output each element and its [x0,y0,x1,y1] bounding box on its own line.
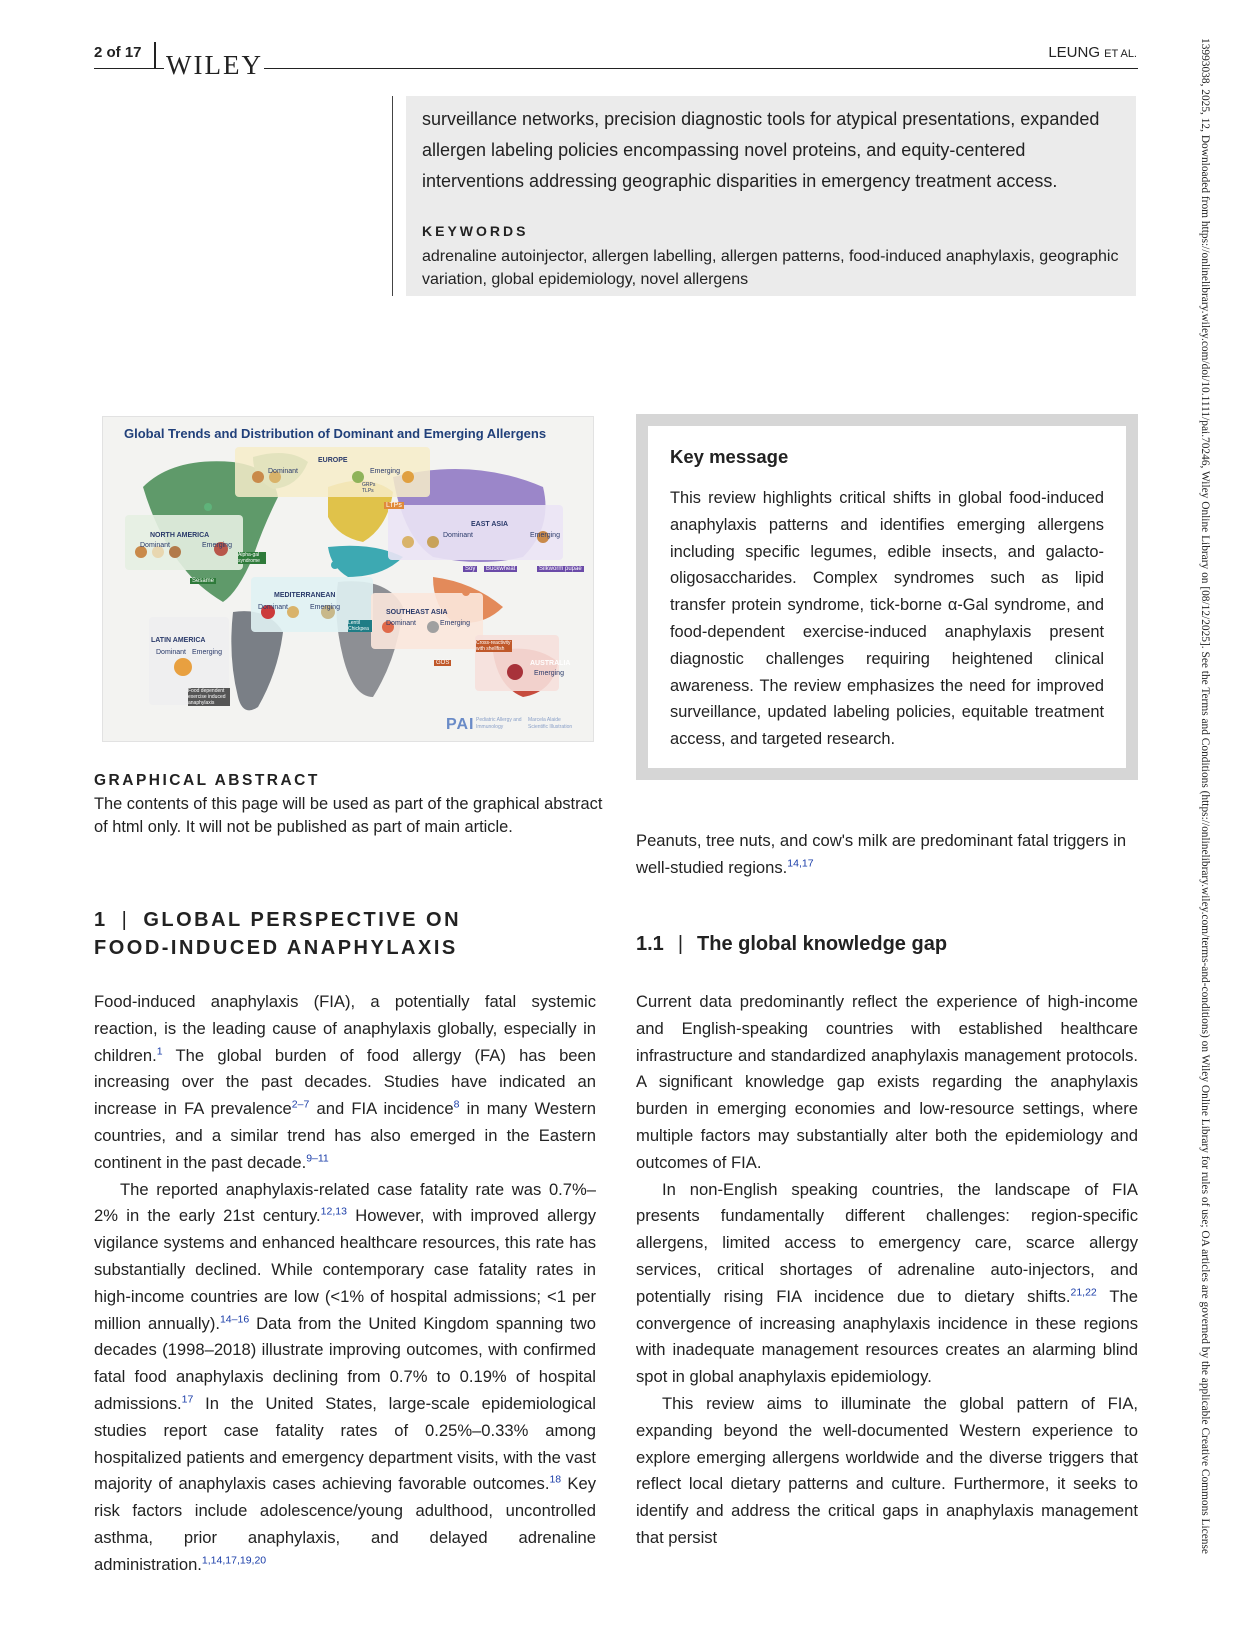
journal-logo: PAI [446,716,475,733]
running-authors: LEUNG ET AL. [1048,44,1137,61]
section-title-line2: FOOD-INDUCED ANAPHYLAXIS [94,937,458,959]
key-message-text: This review highlights critical shifts in global food-induced anaphylaxis patterns and identifies emerging allergens including specific legumes, edible insects, and galacto-oligosaccharides. Complex syndromes such as lipid transfer protein syndrome, tick-borne α-Gal syndrome, and food-dependent exercise-induced anaphylaxis present diagnostic challenges requiring heightened clinical awareness. The review emphasizes the need for improved surveillance, updated labeling policies, equitable treatment access, and targeted research. [670,489,1104,749]
food-icon [402,471,414,483]
food-icon [427,621,439,633]
left-column-text [94,989,596,1579]
map-pin-icon [331,561,339,569]
paragraph: Peanuts, tree nuts, and cow's milk are predominant fatal triggers in well-studied regions.$^{14,17}$ [636,831,1127,877]
med-dominant-label: Dominant [258,604,288,611]
header-rule-left [94,68,166,69]
la-emerging-label: Emerging [192,649,222,656]
ea-dominant-label: Dominant [443,532,473,539]
paragraph: In non-English speaking countries, the landscape of FIA presents fundamentally different challenges: region-specific allergens, limited access to emergency care, scarce allergy services, critical shortages of adrenaline auto-injectors, and potentially rising FIA incidence due to dietary shifts.$^{21,22}$ The convergence of increasing anaphylaxis incidence in these regions with inadequate management resources creates an alarming blind spot in global anaphylaxis epidemiology. [636,1179,1138,1387]
food-icon [427,536,439,548]
na-emerging-label: Emerging [202,542,232,549]
ltps-label: LTPs [386,502,402,509]
citation-link[interactable]: 1,14,17,19,20 [201,1554,267,1567]
food-icon [252,471,264,483]
grps-label: GRPs TLPs [362,482,376,494]
section-title-line1: GLOBAL PERSPECTIVE ON [143,909,462,931]
ea-emerging-label: Emerging [530,532,560,539]
food-icon [287,606,299,618]
download-side-note: 13993038, 2025, 12, Downloaded from https://onlinelibrary.wiley.com/doi/10.1111/pai.70246, Wiley Online Library on [08/12/2025]. See the Terms and Conditions (https://onlinelibrary.wiley.com/terms-and-conditions) on Wiley Online Library for rules of use; OA articles are governed by the applicable Creative Commons License [1199,38,1211,1554]
citation-link[interactable]: 1 [156,1045,163,1058]
region-label-australia: AUSTRALIA [530,660,571,667]
page-number: 2 of 17 [94,44,142,61]
gos-label: GOS [436,660,450,666]
abstract-text: surveillance networks, precision diagnostic tools for atypical presentations, expanded allergen labeling policies encompassing novel proteins, and equity-centered interventions addressing geographic disparities in emergency treatment access. [422,109,1100,191]
header-divider [154,42,156,68]
la-dominant-label: Dominant [156,649,186,656]
citation-link[interactable]: 17 [181,1393,194,1406]
figure-title: Global Trends and Distribution of Dominant and Emerging Allergens [124,426,547,441]
graphical-abstract-heading: GRAPHICAL ABSTRACT [94,772,320,789]
fdeia-label: Food dependent exercise induced anaphylaxis [188,688,230,706]
soy-label: Soy [465,566,476,572]
section-1-1-heading: 1.1 | The global knowledge gap [636,933,948,955]
map-pin-icon [204,503,212,511]
subsection-number: 1.1 [636,933,664,955]
silkworm-label: Silkworm pupae [539,566,582,572]
citation-link[interactable]: 2–7 [291,1098,310,1111]
citation-link[interactable]: 14–16 [219,1313,250,1326]
keywords-list: adrenaline autoinjector, allergen labelling, allergen patterns, food-induced anaphylaxis, geographic variation, global epidemiology, novel allergens [422,248,1119,288]
sesame-label: Sesame [192,578,215,584]
sea-emerging-label: Emerging [440,620,470,627]
citation-link[interactable]: 12,13 [320,1205,347,1218]
europe-panel [235,447,430,497]
right-column-intro [636,828,1138,882]
paragraph: Food-induced anaphylaxis (FIA), a potentially fatal systemic reaction, is the leading cause of anaphylaxis globally, especially in children.$^1$ The global burden of food allergy (FA) has been increasing over the past decades. Studies have indicated an increase in FA prevalence$^{2-7}$ and FIA incidence$^8$ in many Western countries, and a similar trend has also emerged in the Eastern continent in the past decade.$^{9-11}$ [94,992,596,1172]
world-map-illustration [103,417,593,741]
header-rule [264,68,1138,69]
lentil-label: Lentil Chickpea [348,620,372,632]
citation-link[interactable]: 21,22 [1070,1286,1097,1299]
citation-link[interactable]: 14,17 [787,857,814,870]
abstract-left-rule [392,96,393,296]
food-icon [169,546,181,558]
europe-emerging-label: Emerging [370,468,400,475]
graphical-abstract-note: The contents of this page will be used as part of the graphical abstract of html only. It will not be published as part of main article. [94,795,603,836]
paragraph: This review aims to illuminate the global pattern of FIA, expanding beyond the well-documented Western experience to explore emerging allergens worldwide and the diverse triggers that reflect local dietary patterns and culture. Furthermore, it seeks to identify and address the critical gaps in anaphylaxis management that persist [636,1393,1138,1547]
region-label-east-asia: EAST ASIA [471,521,509,528]
paragraph: The reported anaphylaxis-related case fatality rate was 0.7%–2% in the early 21st century.$^{12,13}$ However, with improved allergy vigilance systems and enhanced healthcare resources, this rate has substantially declined. While contemporary case fatality rates in high-income countries are low (<1% of hospital admissions; <1 per million annually).$^{14-16}$ Data from the United Kingdom spanning two decades (1998–2018) illustrate improving outcomes, with confirmed fatal food anaphylaxis declining from 0.7% to 0.19% of hospital admissions.$^{17}$ In the United States, large-scale epidemiological studies report case fatality rates of 0.25%–0.33% among hospitalized patients and emergency department visits, with the vast majority of anaphylaxis cases achieving favorable outcomes.$^{18}$ Key risk factors include adolescence/young adulthood, uncontrolled asthma, prior anaphylaxis, and delayed adrenaline administration.$^{1,14,17,19,20}$ [94,1179,596,1574]
med-emerging-label: Emerging [310,604,340,611]
section-number: 1 [94,909,108,931]
citation-link[interactable]: 18 [549,1473,562,1486]
citation-link[interactable]: 9–11 [306,1152,329,1165]
citation-link[interactable]: 8 [453,1098,460,1111]
section-1-heading: 1 | GLOBAL PERSPECTIVE ON FOOD-INDUCED ANAPHYLAXIS [94,909,462,959]
food-icon [174,658,192,676]
region-label-europe: EUROPE [318,457,348,464]
sea-dominant-label: Dominant [386,620,416,627]
map-pin-icon [462,588,470,596]
food-icon [402,536,414,548]
crustacean-label: Cross-reactivity with shellfish [476,640,511,652]
region-label-mediterranean: MEDITERRANEAN [274,592,336,599]
paragraph: Current data predominantly reflect the experience of high-income and English-speaking countries with established healthcare infrastructure and standardized anaphylaxis management protocols. A significant knowledge gap exists regarding the anaphylaxis burden in emerging economies and low-resource settings, where multiple factors may substantially alter both the epidemiology and outcomes of FIA. [636,992,1138,1172]
region-label-latin-america: LATIN AMERICA [151,637,206,644]
na-dominant-label: Dominant [140,542,170,549]
key-message-title: Key message [670,446,789,467]
subsection-title: The global knowledge gap [697,933,948,955]
europe-dominant-label: Dominant [268,468,298,475]
keywords-heading: KEYWORDS [422,223,529,239]
alpha-gal-label: Alpha-gal syndrome [238,552,266,564]
food-icon [507,664,523,680]
publisher-logo: WILEY [166,50,263,80]
buckwheat-label: Buckwheat [486,566,516,572]
region-label-southeast-asia: SOUTHEAST ASIA [386,609,448,616]
illustration-credit: Marcela Alaide Scientific Illustration [528,717,573,730]
right-column-text [636,989,1138,1552]
graphical-abstract-image [102,416,594,742]
region-label-north-america: NORTH AMERICA [150,532,210,539]
journal-name: Pediatric Allergy and Immunology [476,717,522,730]
au-emerging-label: Emerging [534,670,564,677]
